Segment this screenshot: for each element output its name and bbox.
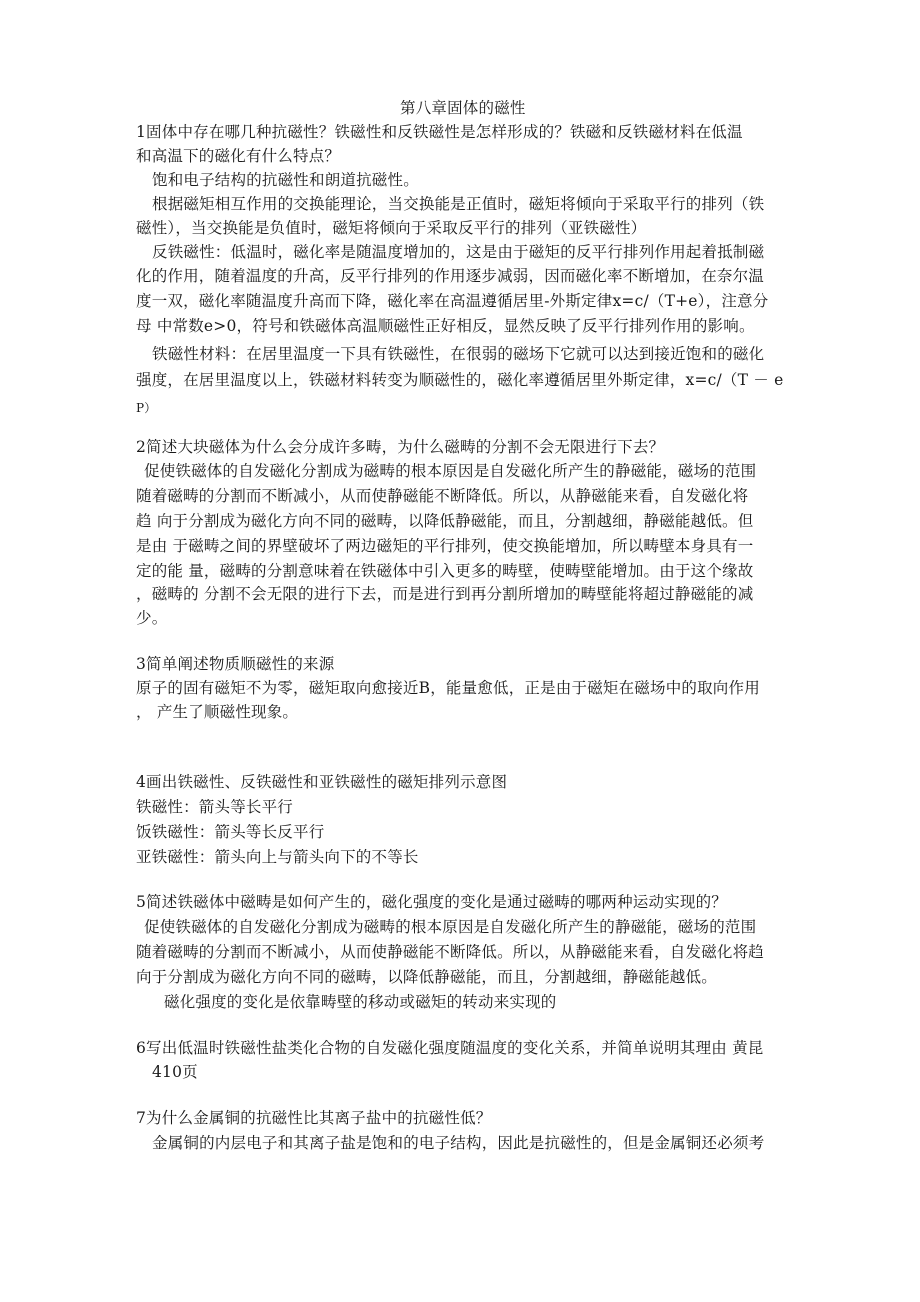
page-title: 第八章固体的磁性 (400, 99, 526, 117)
answer-2-line-4: 是由 于磁畴之间的界壁破坏了两边磁矩的平行排列，使交换能增加，所以畴壁本身具有一 (136, 537, 754, 555)
question-3: 3简单阐述物质顺磁性的来源 (136, 655, 335, 673)
answer-2-line-7: 少。 (136, 609, 168, 627)
question-4: 4画出铁磁性、反铁磁性和亚铁磁性的磁矩排列示意图 (136, 773, 508, 791)
answer-1-line-6: 度一双，磁化率随温度升高而下降，磁化率在高温遵循居里-外斯定律x=c/（T+e），注意分 (136, 292, 769, 310)
answer-2-line-3: 趋 向于分割成为磁化方向不同的磁畴，以降低静磁能，而且，分割越细，静磁能越低。但 (136, 512, 754, 530)
answer-2-line-2: 随着磁畴的分割而不断减小，从而使静磁能不断降低。所以，从静磁能来看，自发磁化将 (136, 487, 749, 505)
answer-1-line-10: P） (136, 401, 157, 415)
answer-3-line-1: 原子的固有磁矩不为零，磁矩取向愈接近B，能量愈低，正是由于磁矩在磁场中的取向作用 (136, 679, 760, 697)
answer-4-line-3: 亚铁磁性：箭头向上与箭头向下的不等长 (136, 848, 419, 866)
answer-2-line-6: ，磁畴的 分割不会无限的进行下去，而是进行到再分割所增加的畴壁能将超过静磁能的减 (136, 585, 754, 603)
question-6-line-1: 6写出低温时铁磁性盐类化合物的自发磁化强度随温度的变化关系，并简单说明其理由 黄昆 (136, 1039, 764, 1057)
answer-1-line-5: 化的作用，随着温度的升高，反平行排列的作用逐步减弱，因而磁化率不断增加，在奈尔温 (136, 267, 765, 285)
answer-2-line-5: 定的能 量，磁畴的分割意味着在铁磁体中引入更多的畴壁，使畴壁能增加。由于这个缘故 (136, 562, 754, 580)
question-1-line-1: 1固体中存在哪几种抗磁性？铁磁性和反铁磁性是怎样形成的？铁磁和反铁磁材料在低温 (136, 123, 743, 141)
answer-1-line-7: 母 中常数e>0，符号和铁磁体高温顺磁性正好相反，显然反映了反平行排列作用的影响。 (136, 317, 755, 335)
answer-5-line-4: 磁化强度的变化是依靠畴壁的移动或磁矩的转动来实现的 (164, 993, 557, 1011)
answer-1-line-8: 铁磁性材料：在居里温度一下具有铁磁性，在很弱的磁场下它就可以达到接近饱和的磁化 (152, 345, 765, 363)
question-7: 7为什么金属铜的抗磁性比其离子盐中的抗磁性低？ (136, 1109, 492, 1127)
answer-3-line-2: ， 产生了顺磁性现象。 (136, 703, 299, 721)
answer-5-line-2: 随着磁畴的分割而不断减小，从而使静磁能不断降低。所以，从静磁能来看，自发磁化将趋 (136, 943, 765, 961)
answer-4-line-2: 饭铁磁性：箭头等长反平行 (136, 823, 325, 841)
answer-5-line-3: 向于分割成为磁化方向不同的磁畴，以降低静磁能，而且，分割越细，静磁能越低。 (136, 968, 717, 986)
answer-7-line-1: 金属铜的内层电子和其离子盐是饱和的电子结构，因此是抗磁性的，但是金属铜还必须考 (152, 1134, 765, 1152)
answer-5-line-1: 促使铁磁体的自发磁化分割成为磁畴的根本原因是自发磁化所产生的静磁能，磁场的范围 (144, 918, 757, 936)
answer-4-line-1: 铁磁性：箭头等长平行 (136, 798, 294, 816)
question-6-line-2: 410页 (152, 1063, 198, 1081)
answer-1-line-3: 磁性），当交换能是负值时，磁矩将倾向于采取反平行的排列（亚铁磁性） (136, 219, 647, 237)
question-1-line-2: 和高温下的磁化有什么特点？ (136, 147, 341, 165)
answer-1-line-4: 反铁磁性：低温时，磁化率是随温度增加的，这是由于磁矩的反平行排列作用起着抵制磁 (152, 243, 765, 261)
answer-1-line-1: 饱和电子结构的抗磁性和朗道抗磁性。 (152, 171, 419, 189)
question-5: 5简述铁磁体中磁畴是如何产生的，磁化强度的变化是通过磁畴的哪两种运动实现的？ (136, 893, 727, 911)
answer-2-line-1: 促使铁磁体的自发磁化分割成为磁畴的根本原因是自发磁化所产生的静磁能，磁场的范围 (144, 462, 757, 480)
answer-1-line-9: 强度，在居里温度以上，铁磁材料转变为顺磁性的，磁化率遵循居里外斯定律，x=c/（T － e (136, 371, 784, 389)
question-2: 2简述大块磁体为什么会分成许多畴，为什么磁畴的分割不会无限进行下去？ (136, 438, 665, 456)
answer-1-line-2: 根据磁矩相互作用的交换能理论，当交换能是正值时，磁矩将倾向于采取平行的排列（铁 (152, 195, 765, 213)
